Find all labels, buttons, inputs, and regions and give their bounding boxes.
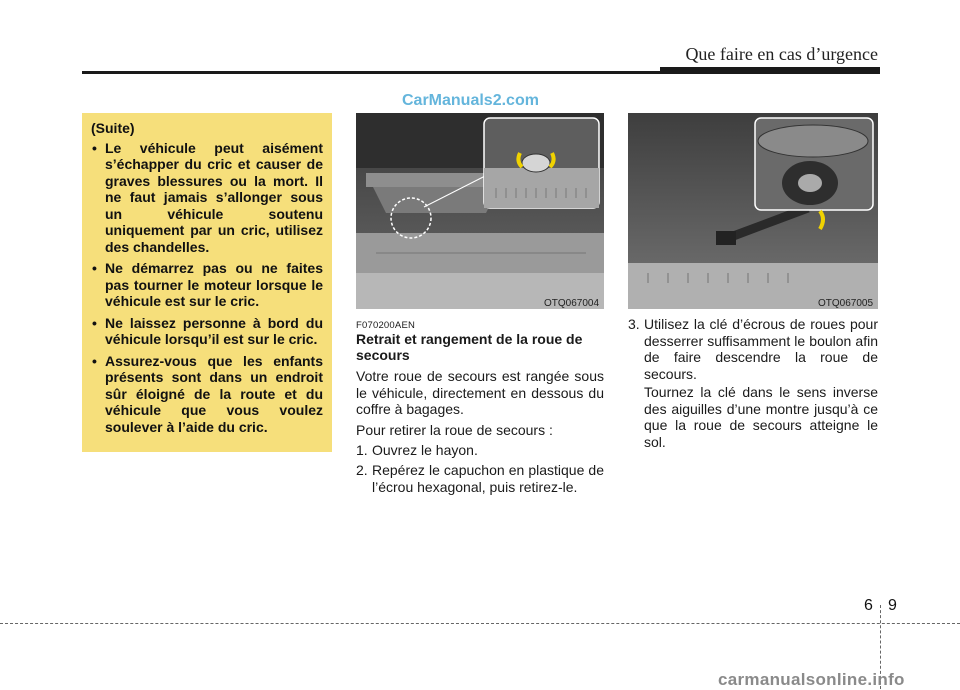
footer-watermark: carmanualsonline.info [718, 670, 905, 689]
warning-item: • Assurez-vous que les enfants présents sont dans un endroit sûr éloigné de la route et du véhicule que vous voulez soulever à l’aide du cric. [91, 353, 323, 436]
figure-code: OTQ067005 [818, 298, 874, 309]
trunk-cap-illustration [356, 113, 604, 309]
warning-item: • Ne laissez personne à bord du véhicule lorsqu’il est sur le cric. [91, 315, 323, 348]
page-header-title: Que faire en cas d’urgence [685, 44, 878, 64]
step-item [356, 462, 604, 495]
step-item [356, 442, 604, 459]
step-text: Utilisez la clé d’écrous de roues pour desserrer suffisamment le boulon afin de faire descendre la roue de secours. [644, 316, 878, 382]
step-number: 3. [628, 316, 640, 332]
step-note: Tournez la clé dans le sens inverse des aiguilles d’une montre jusqu’à ce que la roue de secours atteigne le sol. [644, 384, 878, 450]
step-number: 1. [356, 442, 368, 458]
figure-trunk-cap [356, 113, 604, 309]
warning-item: • Le véhicule peut aisément s’échapper du cric et causer de graves blessures ou la mort. Il ne faut jamais s’allonger sous un véhicule soutenu uniquement par un cric, utilisez des chandelles. [91, 140, 323, 256]
warning-box [82, 113, 332, 452]
figure-code: OTQ067004 [544, 298, 600, 309]
chapter-number: 6 [864, 597, 873, 614]
page-number: 9 [888, 597, 897, 614]
figure-spare-wheel [628, 113, 878, 309]
warning-item: • Ne démarrez pas ou ne faites pas tourner le moteur lorsque le véhicule est sur le cric. [91, 260, 323, 310]
step-text: Ouvrez le hayon. [372, 442, 478, 458]
watermark: CarManuals2.com [402, 92, 539, 109]
step-text: Repérez le capuchon en plastique de l’écrou hexagonal, puis retirez-le. [372, 462, 604, 495]
step-item [628, 316, 878, 382]
section-title: Retrait et rangement de la roue de secours [356, 331, 583, 363]
section-lead: Pour retirer la roue de secours : [356, 422, 553, 438]
warning-heading: (Suite) [91, 120, 135, 136]
header-rule-accent [660, 67, 880, 74]
warning-list [91, 140, 323, 436]
footer-rule [0, 623, 960, 624]
section-intro: Votre roue de secours est rangée sous le véhicule, directement en dessous du coffre à bagages. [356, 368, 604, 417]
step-number: 2. [356, 462, 368, 478]
section-code: F070200AEN [356, 320, 416, 331]
spare-wheel-illustration [628, 113, 878, 309]
